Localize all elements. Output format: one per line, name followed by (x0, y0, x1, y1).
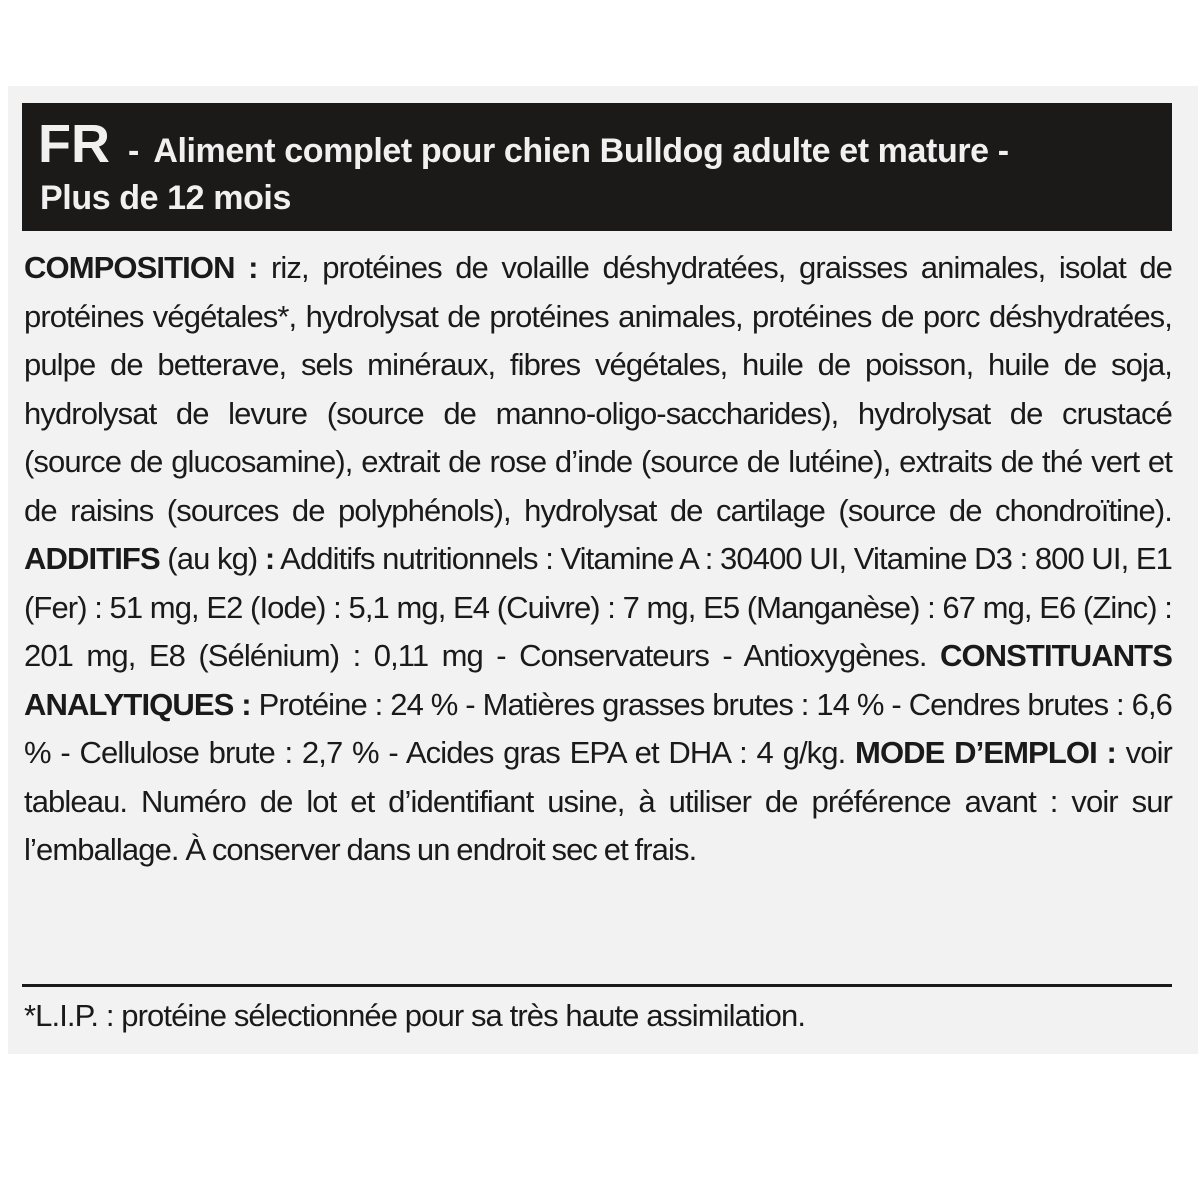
ingredients-paragraph (24, 244, 1172, 875)
mode-emploi-heading: MODE D’EMPLOI : (855, 735, 1116, 770)
product-subtitle: Plus de 12 mois (40, 179, 291, 217)
footnote: *L.I.P. : protéine sélectionnée pour sa très haute assimilation. (24, 998, 806, 1033)
language-code: FR (38, 114, 110, 174)
additifs-text: Additifs nutritionnels : Vitamine A : 30400 UI, Vitamine D3 : 800 UI, E1 (Fer) : 51 mg, E2 (Iode) : 5,1 mg, E4 (Cuivre) : 7 mg, E5 (Manganèse) : 67 mg, E6 (Zinc) : 201 mg, E8 (Sélénium) : 0,11 mg - Conservateurs - Antioxygènes. (24, 541, 1172, 673)
footnote-divider (22, 984, 1172, 987)
additifs-colon: : (264, 541, 275, 576)
header-line-1 (38, 113, 1172, 177)
product-title: Aliment complet pour chien Bulldog adulte et mature - (153, 132, 1009, 170)
header-dash: - (127, 132, 140, 170)
constituants-heading: CONSTITUANTS ANALYTIQUES : (24, 638, 1172, 722)
additifs-heading: ADDITIFS (24, 541, 160, 576)
mode-emploi-text: voir tableau. Numéro de lot et d’identifiant usine, à utiliser de préférence avant : voir sur l’emballage. À conserver dans un endroit sec et frais. (24, 735, 1172, 867)
constituants-text: Protéine : 24 % - Matières grasses brutes : 14 % - Cendres brutes : 6,6 % - Cellulose brute : 2,7 % - Acides gras EPA et DHA : 4 g/kg. (24, 686, 1172, 770)
composition-heading: COMPOSITION : (24, 250, 258, 285)
composition-text: riz, protéines de volaille déshydratées, graisses animales, isolat de protéines végétales*, hydrolysat de protéines animales, protéines de porc déshydratées, pulpe de betterave, sels minéraux, fibres végétales, huile de poisson, huile de soja, hydrolysat de levure (source de manno-oligo-saccharides), hydrolysat de crustacé (source de glucosamine), extrait de rose d’inde (source de lutéine), extraits de thé vert et de raisins (sources de polyphénols), hydrolysat de cartilage (source de chondroïtine). (24, 250, 1173, 528)
additifs-unit: (au kg) (159, 541, 265, 576)
header-bar (22, 103, 1172, 231)
